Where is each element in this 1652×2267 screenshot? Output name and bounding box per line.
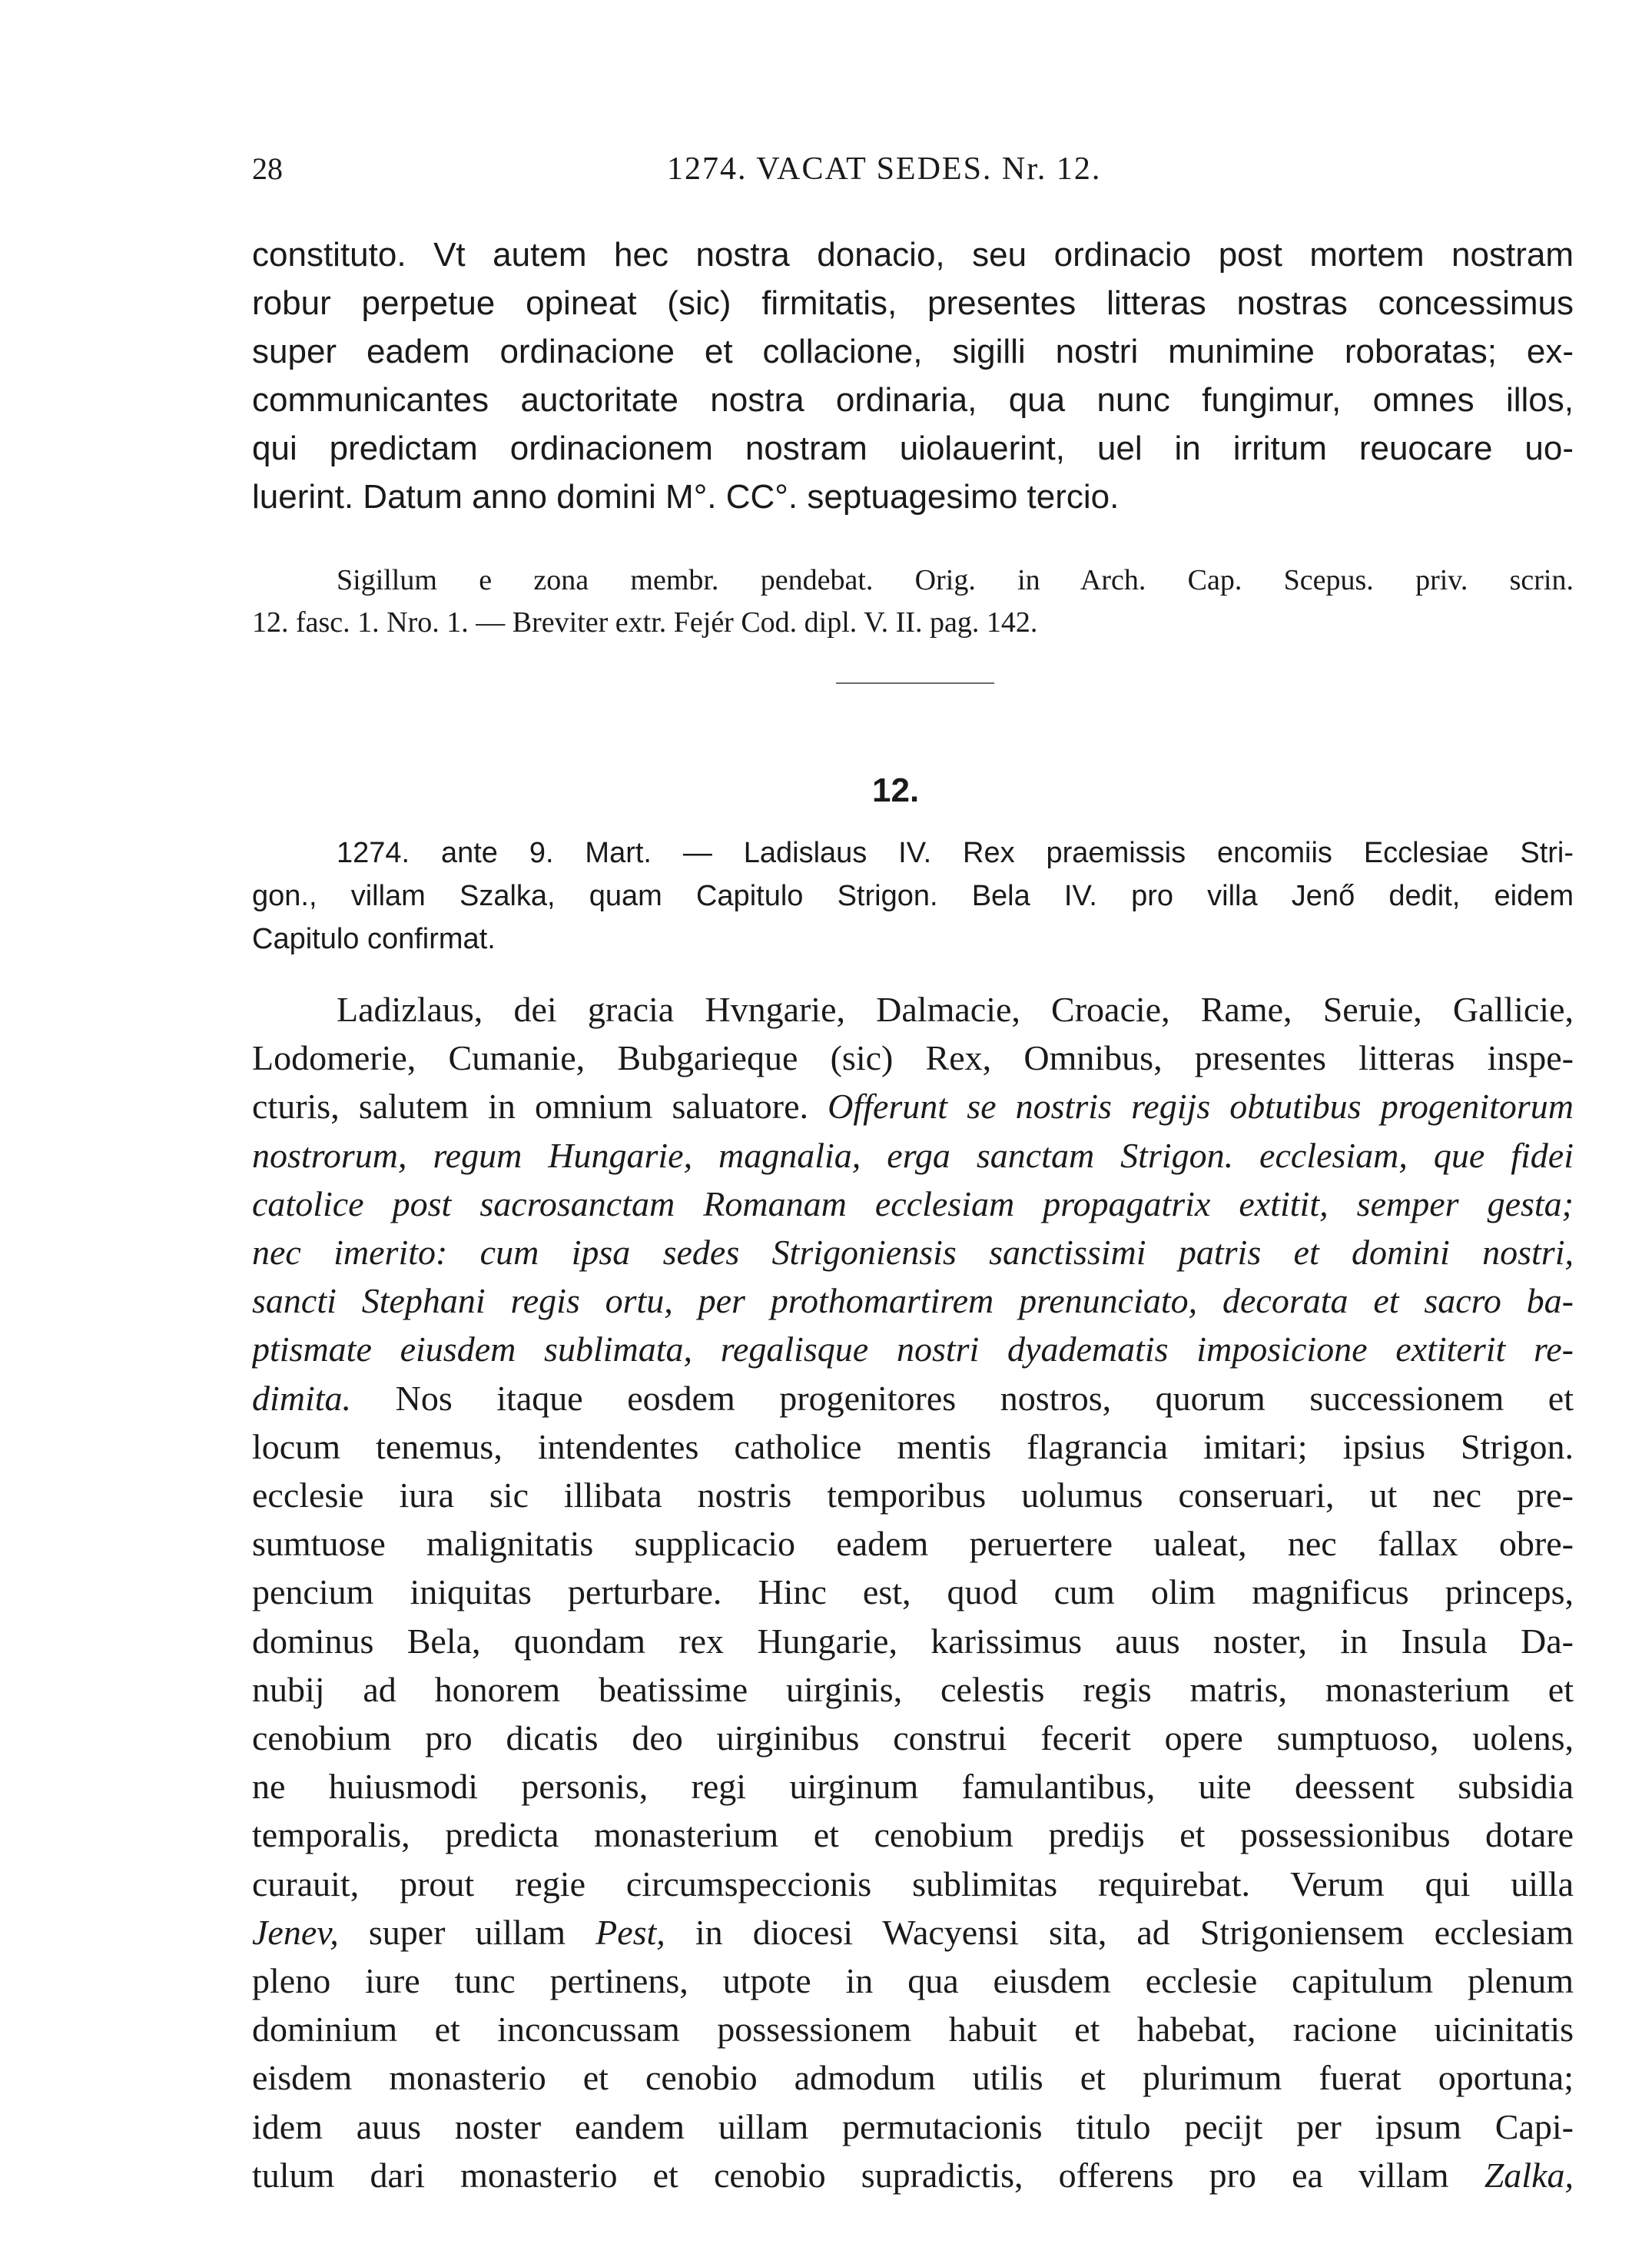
text-line: ecclesie iura sic illibata nostris temporibus uolumus conseruari, ut nec pre- (252, 1475, 1574, 1515)
text-run: cturis, salutem in omnium saluatore. (252, 1087, 828, 1127)
text-run: super uillam (338, 1912, 596, 1952)
text-line: sumtuose malignitatis supplicacio eadem peruertere ualeat, nec fallax obre- (252, 1524, 1574, 1564)
section-divider (836, 682, 994, 684)
text-line: gon., villam Szalka, quam Capitulo Strigon. Bela IV. pro villa Jenő dedit, eidem (252, 880, 1574, 912)
text-line: eisdem monasterio et cenobio admodum utilis et plurimum fuerat oportuna; (252, 2058, 1574, 2098)
italic-quote: dimita. (252, 1378, 352, 1418)
text-line (252, 1908, 1574, 1957)
text-line: dominium et inconcussam possessionem habuit et habebat, racione uicinitatis (252, 2010, 1574, 2050)
continuation-paragraph (252, 231, 1574, 521)
text-line: Sigillum e zona membr. pendebat. Orig. in Arch. Cap. Scepus. priv. scrin. (337, 564, 1574, 596)
italic-quote-line: nec imerito: cum ipsa sedes Strigoniensis sanctissimi patris et domini nostri, (252, 1233, 1574, 1273)
place-name: Zalka, (1484, 2155, 1574, 2195)
place-name: Pest, (595, 1912, 665, 1952)
italic-quote-line: ptismate eiusdem sublimata, regalisque nostri dyadematis imposicione extiterit re- (252, 1329, 1574, 1369)
running-head: 1274. VACAT SEDES. Nr. 12. (667, 151, 1102, 187)
text-line (252, 2151, 1574, 2199)
page-header (252, 151, 1574, 189)
source-note (252, 559, 1574, 644)
text-line: nubij ad honorem beatissime uirginis, celestis regis matris, monasterium et (252, 1669, 1574, 1709)
italic-quote-line: catolice post sacrosanctam Romanam ecclesiam propagatrix extitit, semper gesta; (252, 1183, 1574, 1223)
text-line: robur perpetue opineat (sic) firmitatis, presentes litteras nostras concessimus (252, 284, 1574, 322)
text-run: in diocesi Wacyensi sita, ad Strigoniensem ecclesiam (665, 1912, 1574, 1952)
place-name: Jenev, (252, 1912, 339, 1952)
text-line: Lodomerie, Cumanie, Bubgarieque (sic) Rex, Omnibus, presentes litteras inspe- (252, 1038, 1574, 1078)
text-line: locum tenemus, intendentes catholice mentis flagrancia imitari; ipsius Strigon. (252, 1426, 1574, 1466)
text-line: 12. fasc. 1. Nro. 1. — Breviter extr. Fejér Cod. dipl. V. II. pag. 142. (252, 606, 1038, 639)
text-line: Ladizlaus, dei gracia Hvngarie, Dalmacie, Croacie, Rame, Seruie, Gallicie, (337, 990, 1574, 1029)
text-line (252, 1374, 1574, 1422)
text-line: pencium iniquitas perturbare. Hinc est, quod cum olim magnificus princeps, (252, 1572, 1574, 1612)
text-line: dominus Bela, quondam rex Hungarie, karissimus auus noster, in Insula Da- (252, 1621, 1574, 1661)
text-line: cenobium pro dicatis deo uirginibus construi fecerit opere sumptuoso, uolens, (252, 1718, 1574, 1758)
text-line: idem auus noster eandem uillam permutacionis titulo pecijt per ipsum Capi- (252, 2106, 1574, 2146)
text-line: pleno iure tunc pertinens, utpote in qua eiusdem ecclesie capitulum plenum (252, 1961, 1574, 2001)
italic-quote-line: sancti Stephani regis ortu, per prothomartirem prenunciato, decorata et sacro ba- (252, 1281, 1574, 1321)
charter-text (252, 985, 1574, 2199)
text-line (252, 1082, 1574, 1130)
text-line: constituto. Vt autem hec nostra donacio, seu ordinacio post mortem nostram (252, 236, 1574, 274)
italic-quote: Offerunt se nostris regijs obtutibus progenitorum (828, 1087, 1574, 1127)
text-line: ne huiusmodi personis, regi uirginum famulantibus, uite deessent subsidia (252, 1767, 1574, 1807)
text-line: luerint. Datum anno domini M°. CC°. septuagesimo tercio. (252, 478, 1120, 516)
text-line: communicantes auctoritate nostra ordinaria, qua nunc fungimur, omnes illos, (252, 381, 1574, 419)
page-number: 28 (252, 151, 283, 186)
text-line: qui predictam ordinacionem nostram uiolauerint, uel in irritum reuocare uo- (252, 430, 1574, 467)
text-line: super eadem ordinacione et collacione, sigilli nostri munimine roboratas; ex- (252, 333, 1574, 370)
document-number: 12. (872, 772, 920, 809)
regest-summary (252, 831, 1574, 961)
text-line: Capitulo confirmat. (252, 923, 496, 955)
text-line: temporalis, predicta monasterium et cenobium predijs et possessionibus dotare (252, 1815, 1574, 1855)
italic-quote-line: nostrorum, regum Hungarie, magnalia, erga sanctam Strigon. ecclesiam, que fidei (252, 1135, 1574, 1175)
text-line: curauit, prout regie circumspeccionis sublimitas requirebat. Verum qui uilla (252, 1864, 1574, 1904)
text-line: 1274. ante 9. Mart. — Ladislaus IV. Rex praemissis encomiis Ecclesiae Stri- (337, 837, 1574, 869)
text-run: Nos itaque eosdem progenitores nostros, quorum successionem et (351, 1378, 1574, 1418)
text-run: tulum dari monasterio et cenobio supradictis, offerens pro ea villam (252, 2155, 1484, 2195)
